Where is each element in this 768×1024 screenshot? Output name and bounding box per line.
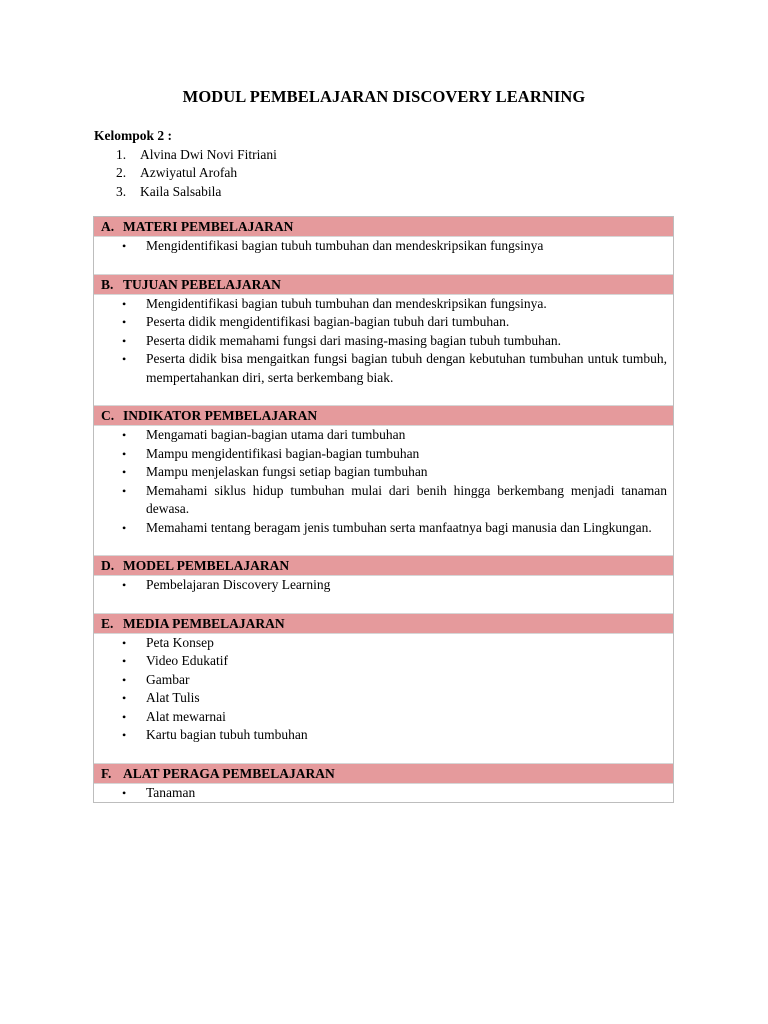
bullet-icon: •: [122, 239, 127, 253]
list-item-text: Alat mewarnai: [146, 708, 226, 724]
list-item-text: Mampu mengidentifikasi bagian-bagian tumbuhan: [146, 445, 420, 461]
list-item: [94, 708, 673, 727]
member-name: Alvina Dwi Novi Fitriani: [140, 146, 277, 162]
module-table: [93, 216, 674, 803]
section-heading: [94, 275, 673, 295]
section-letter: F.: [101, 765, 112, 781]
member-item: [94, 183, 277, 202]
list-item: [94, 445, 673, 464]
section-heading-text: INDIKATOR PEMBELAJARAN: [123, 408, 318, 423]
section-heading-text: MODEL PEMBELAJARAN: [123, 558, 290, 573]
bullet-icon: •: [122, 333, 127, 348]
member-item: [94, 164, 277, 183]
group-label: Kelompok 2 :: [94, 128, 173, 143]
section-heading-text: TUJUAN PEBELAJARAN: [123, 276, 281, 292]
bullet-icon: •: [122, 635, 127, 650]
list-item: [94, 784, 673, 803]
list-item: [94, 519, 673, 538]
bullet-icon: •: [122, 654, 127, 668]
section-heading: [94, 556, 673, 576]
section-letter: A.: [101, 219, 115, 234]
list-item-text: Peserta didik bisa mengaitkan fungsi bagian tubuh dengan kebutuhan tumbuhan untuk tumbuh, mempertahankan diri, serta berkembang biak.: [146, 351, 667, 385]
list-item: [94, 482, 673, 519]
list-item: [94, 576, 673, 595]
group-block: [94, 127, 277, 201]
list-item-text: Memahami siklus hidup tumbuhan mulai dari benih hingga berkembang menjadi tanaman dewasa.: [146, 482, 667, 516]
section-body: [94, 784, 673, 803]
list-item-text: Peta Konsep: [146, 634, 214, 650]
list-item: [94, 313, 673, 332]
section-heading: [94, 406, 673, 426]
list-item: [94, 463, 673, 482]
list-item: [94, 295, 673, 314]
section-heading-text: ALAT PERAGA PEMBELAJARAN: [123, 765, 335, 781]
bullet-icon: •: [122, 296, 127, 311]
list-item-text: Mengidentifikasi bagian tubuh tumbuhan dan mendeskripsikan fungsinya.: [146, 295, 547, 311]
section-letter: D.: [101, 558, 115, 573]
bullet-icon: •: [122, 691, 127, 705]
page-title: MODUL PEMBELAJARAN DISCOVERY LEARNING: [182, 87, 586, 106]
list-item: [94, 426, 673, 445]
list-item: [94, 689, 673, 708]
section-body: [94, 634, 673, 764]
list-item: [94, 634, 673, 653]
section-body: [94, 237, 673, 275]
bullet-icon: •: [122, 465, 127, 479]
list-item-text: Tanaman: [146, 784, 196, 800]
list-item-text: Pembelajaran Discovery Learning: [146, 577, 331, 592]
bullet-icon: •: [122, 446, 127, 461]
list-item-text: Kartu bagian tubuh tumbuhan: [146, 727, 308, 742]
section-heading: [94, 217, 673, 237]
list-item-text: Mampu menjelaskan fungsi setiap bagian tumbuhan: [146, 464, 428, 479]
member-name: Kaila Salsabila: [140, 183, 222, 199]
bullet-icon: •: [122, 578, 127, 592]
section-letter: C.: [101, 408, 115, 423]
section-heading-text: MEDIA PEMBELAJARAN: [123, 615, 285, 631]
member-name: Azwiyatul Arofah: [140, 165, 238, 180]
list-item-text: Peserta didik mengidentifikasi bagian-bagian tubuh dari tumbuhan.: [146, 314, 510, 329]
member-item: [94, 146, 277, 165]
bullet-icon: •: [122, 483, 127, 498]
bullet-icon: •: [122, 315, 127, 329]
bullet-icon: •: [122, 785, 127, 800]
bullet-icon: •: [122, 709, 127, 724]
bullet-icon: •: [122, 672, 127, 687]
list-item-text: Alat Tulis: [146, 690, 200, 705]
section-heading: [94, 614, 673, 634]
section-body: [94, 576, 673, 614]
section-heading-text: MATERI PEMBELAJARAN: [123, 219, 294, 234]
list-item-text: Peserta didik memahami fungsi dari masing-masing bagian tubuh tumbuhan.: [146, 332, 562, 348]
list-item: [94, 652, 673, 671]
member-number: 2.: [116, 165, 127, 180]
bullet-icon: •: [122, 428, 127, 442]
section-heading: [94, 764, 673, 784]
section-body: [94, 295, 673, 407]
list-item-text: Mengidentifikasi bagian tubuh tumbuhan dan mendeskripsikan fungsinya: [146, 238, 544, 253]
list-item-text: Mengamati bagian-bagian utama dari tumbuhan: [146, 427, 406, 442]
list-item: [94, 671, 673, 690]
member-number: 3.: [116, 183, 127, 199]
list-item: [94, 726, 673, 745]
list-item-text: Video Edukatif: [146, 653, 229, 668]
list-item-text: Gambar: [146, 671, 190, 687]
bullet-icon: •: [122, 352, 127, 366]
section-letter: E.: [101, 615, 114, 631]
section-letter: B.: [101, 276, 114, 292]
list-item: [94, 237, 673, 256]
list-item: [94, 332, 673, 351]
bullet-icon: •: [122, 728, 127, 742]
member-number: 1.: [116, 146, 127, 162]
section-body: [94, 426, 673, 556]
bullet-icon: •: [122, 520, 127, 535]
list-item-text: Memahami tentang beragam jenis tumbuhan serta manfaatnya bagi manusia dan Lingkungan.: [146, 519, 652, 535]
list-item: [94, 350, 673, 387]
